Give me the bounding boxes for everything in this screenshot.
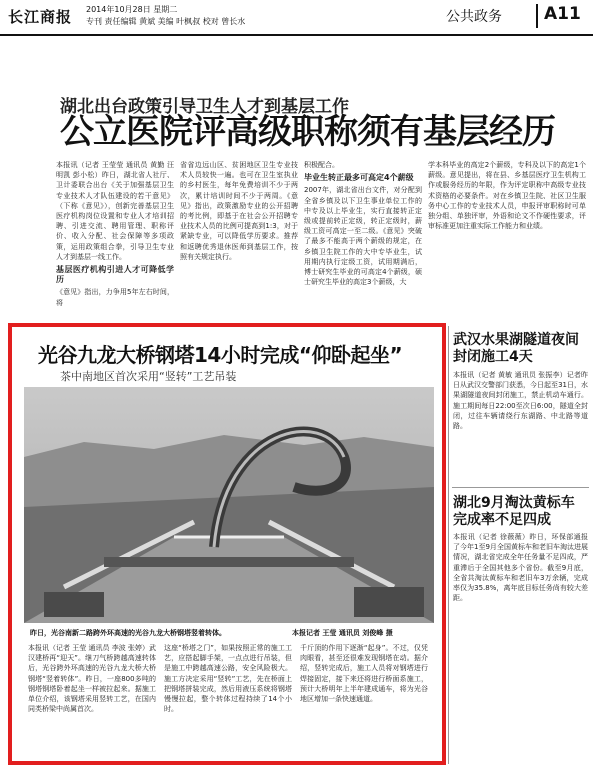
issue-date: 2014年10月28日 星期二: [86, 5, 178, 14]
sidebar-headline-2: 湖北9月淘汰黄标车完成率不足四成: [453, 495, 575, 528]
top-article-col3-tail: 2007年，湖北省出台文件，对分配到全省乡镇及以下卫生事业单位工作的中专及以上毕业生，实行直接转正定级或提前转正定级，转正定级时，薪级工资可高定一至二级。《意见》突破了最多不能高于两个薪级的规定，在乡镇卫生院工作的大中专毕业生，试用期内执行定级工资，试用期满后，博士研究生毕业的可高定4个薪级，硕士研究生毕业的高定3个薪级，大: [304, 186, 422, 287]
feature-article-box: [8, 323, 446, 765]
top-article-headline: 公立医院评高级职称须有基层经历: [60, 112, 555, 152]
top-article-column-4: [428, 160, 586, 316]
top-article-col4-text: 学本科毕业的高定2个薪级，专科及以下的高定1个薪级。意见提出，将在县、乡基层医疗卫生机构工作或服务经历的年限，作为评定职称中高级专业技术资格的必要条件。对在乡镇卫生院、社区卫生服务中心工作的专业技术人员，申报评审职称时可单独分组、单独评审，外语和论文不作硬性要求，评审标准更加注重实际工作能力和业绩。: [428, 161, 586, 231]
top-article-subhead-2: 毕业生转正最多可高定4个薪级: [304, 173, 414, 183]
sidebar-article-1-text: 本报讯（记者 黄敏 通讯员 张振李）记者昨日从武汉交警部门获悉，今日起至31日，水果湖隧道夜间封闭施工，禁止机动车通行。施工期间每日22:00至次日6:00，隧道全封闭，过往车辆请绕行东湖路、中北路等道路。: [453, 371, 588, 431]
top-article-col3-text: 积极配合。: [304, 161, 339, 169]
feature-headline: 光谷九龙大桥钢塔14小时完成“仰卧起坐”: [38, 343, 403, 367]
top-article-subhead-1: 基层医疗机构引进人才可降低学历: [56, 265, 174, 285]
top-article-col1-tail: 《意见》指出，力争用5年左右时间，将: [56, 288, 174, 307]
feature-subheadline: 茶中南地区首次采用“竖转”工艺吊装: [60, 370, 237, 383]
feature-column-1: [28, 643, 156, 761]
sidebar-divider: [448, 326, 449, 764]
sidebar-headline-1: 武汉水果湖隧道夜间封闭施工4天: [453, 332, 579, 365]
sidebar-article-2-text: 本报讯（记者 徐薇薇）昨日，环保部通报了今年1至9月全国黄标车和老旧车淘汰进展情况，湖北省完成全年任务量不足四成，严重滞后于全国其他多个省份。截至9月底，全省共淘汰黄标车和老旧车3万余辆，完成率仅为35.8%，离年底目标任务尚有较大差距。: [453, 533, 588, 603]
top-article-kicker: 湖北出台政策引导卫生人才到基层工作: [60, 97, 349, 117]
sidebar-article-2: [453, 532, 588, 764]
newspaper-logo: 长江商报: [8, 8, 73, 26]
top-article-column-2: [180, 160, 298, 316]
page-header: [0, 0, 593, 36]
feature-col3-text: 千斤顶的作用下逐渐“起身”。不过，仅凭肉眼看，甚至还很难发现钢塔在动。据介绍，竖转完成后，施工人员将对钢塔进行焊接固定，接下来还将进行桥面系施工，预计大桥明年上半年建成通车，将为光谷地区增加一条快速通道。: [300, 644, 428, 704]
sidebar-article-1: [453, 370, 588, 482]
feature-col2-text: 这座“桥塔之门”，如果按照正常的施工工艺，应搭起脚手架，一点点进行吊装，但是施工中跨越高速公路，安全风险极大。施工方决定采用“竖转”工艺，先在桥面上把钢塔拼装完成，然后用液压系统将钢塔慢慢拉起，整个转体过程持续了14个小时。: [164, 644, 292, 714]
top-article-col2-text: 省省边远山区、贫困地区卫生专业技术人员较快一遍。也可在卫生室执业的乡村医生，每年免费培训不少于两次，累计培训时间不少于两周。《意见》指出，政策激励专业的公开招聘的考比例，即基于在社会公开招聘专业技术人员的比例可提高到1:3，对于紧缺专业，可以降低学历要求。推荐和返聘优秀退休医师到基层工作，按照有关规定执行。: [180, 161, 298, 261]
feature-col1-text: 本报讯（记者 王莹 通讯员 李波 张婷）武汉建桥再“迎天”。继刀气桥跨越高速转体后，光谷跨外环高速的光谷九龙大桥大桥钢塔“竖着转体”。昨日，一座800多吨的钢塔钢塔卧着起坐一样被拉起来。据施工单位介绍，该钢塔采用竖转工艺，在国内同类桥梁中尚属首次。: [28, 644, 156, 714]
top-article-column-3: [304, 160, 422, 316]
sidebar-separator: [452, 487, 589, 488]
editor-credits: 专刊 责任编辑 黄斌 美编 叶枫叔 校对 曾长水: [86, 17, 246, 26]
feature-column-3: [300, 643, 428, 761]
top-article-col1-text: 本报讯（记者 王莹莹 通讯员 黄勤 汪明凯 彭小松）昨日，湖北省人社厅、卫计委联合出台《关于加强基层卫生专业技术人才队伍建设的若干意见》（下称《意见》），创新完善基层卫生医疗机构岗位设置和专业人才培训招聘、引进交流、聘用管理、职称评价、收入分配、社会保障等多项政策，运用政策组合拳，引导卫生专业人才到基层一线工作。: [56, 161, 174, 261]
feature-column-2: [164, 643, 292, 761]
photo-credit: 本报记者 王莹 通讯员 刘俊峰 摄: [292, 629, 393, 637]
top-article-column-1: [56, 160, 174, 316]
page-number: A11: [536, 4, 588, 28]
photo-caption: 昨日，光谷南新二路跨外环高速的光谷九龙大桥钢塔竖着转体。: [30, 629, 226, 637]
bridge-photo-illustration: [24, 387, 434, 623]
section-name: 公共政务: [446, 9, 502, 25]
bridge-photo: [24, 387, 434, 623]
